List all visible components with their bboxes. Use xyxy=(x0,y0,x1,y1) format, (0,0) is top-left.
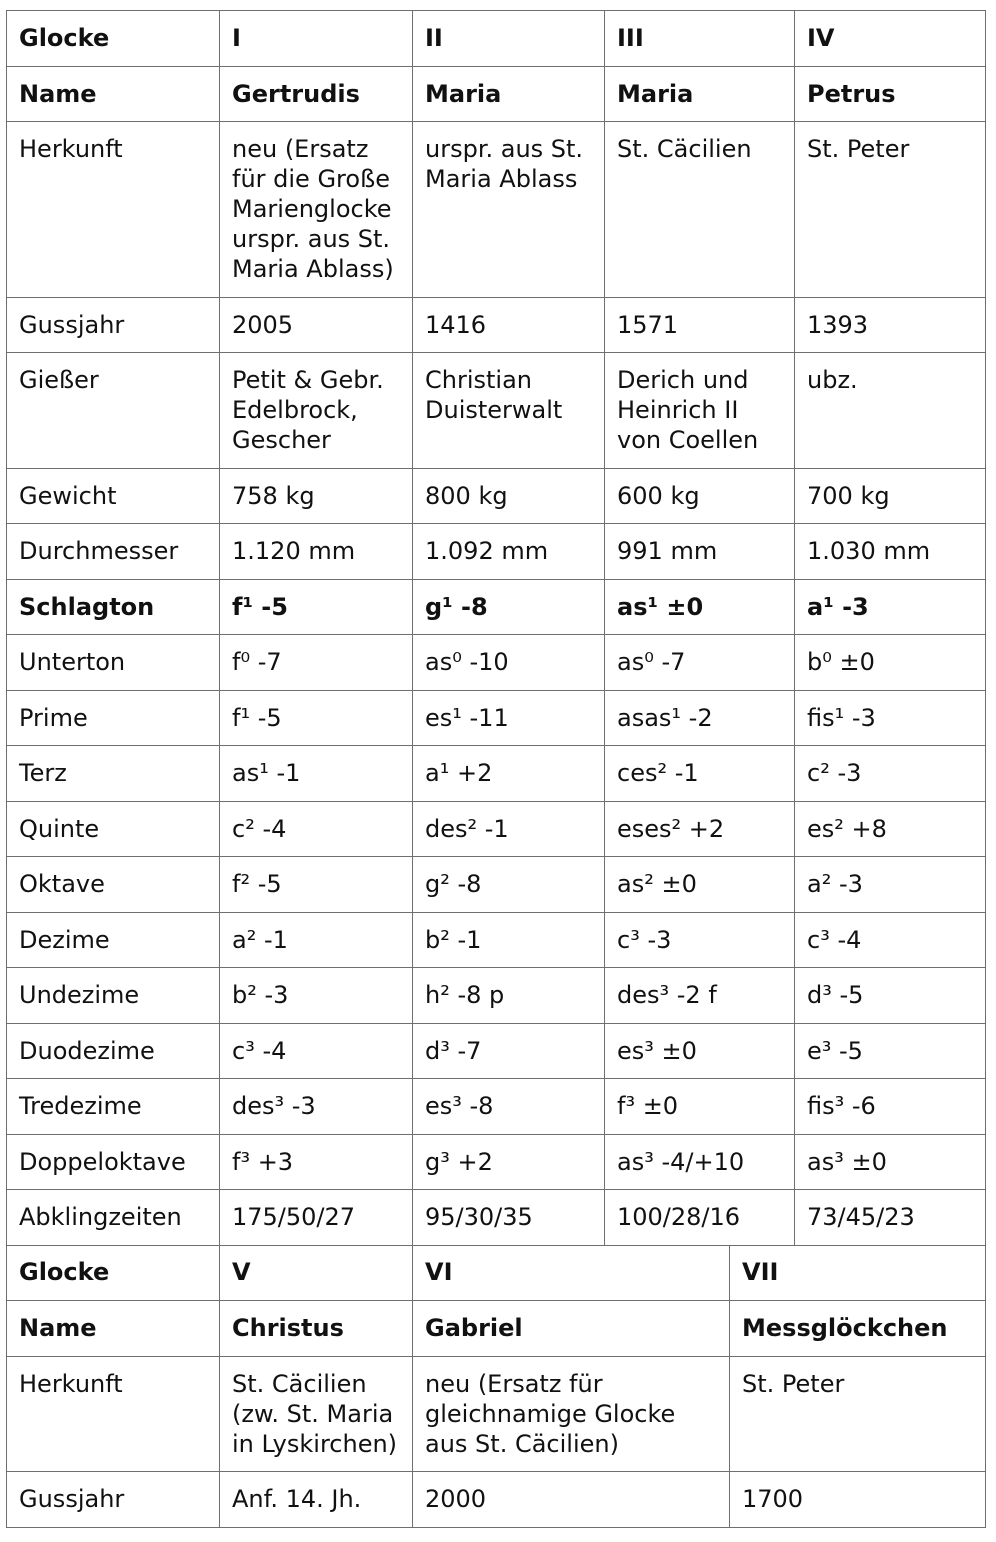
cell: f¹ -5 xyxy=(220,580,413,635)
table-row-durchmesser xyxy=(7,524,986,580)
row-header: Glocke xyxy=(7,11,220,67)
row-header: Tredezime xyxy=(7,1079,220,1135)
row-header: Dezime xyxy=(7,913,220,968)
cell: I xyxy=(220,11,413,67)
cell: neu (Ersatz für gleichnamige Glocke aus St. Cäcilien) xyxy=(413,1356,730,1471)
table-row-doppeloktave xyxy=(7,1135,986,1190)
table-row-tredezime xyxy=(7,1079,986,1135)
row-header: Schlagton xyxy=(7,580,220,635)
cell: des² -1 xyxy=(413,802,605,857)
cell: 1571 xyxy=(605,298,795,353)
cell: f³ +3 xyxy=(220,1135,413,1190)
cell: Christus xyxy=(220,1300,413,1356)
row-header: Prime xyxy=(7,691,220,746)
table-row-unterton xyxy=(7,635,986,691)
table-row-prime xyxy=(7,691,986,746)
row-header: Unterton xyxy=(7,635,220,691)
row-header: Name xyxy=(7,1300,220,1356)
cell: II xyxy=(413,11,605,67)
cell: h² -8 p xyxy=(413,968,605,1024)
cell: f⁰ -7 xyxy=(220,635,413,691)
cell: Maria xyxy=(605,67,795,122)
table-row-terz xyxy=(7,746,986,802)
cell: 2000 xyxy=(413,1471,730,1527)
cell: c³ -3 xyxy=(605,913,795,968)
cell: Maria xyxy=(413,67,605,122)
cell: d³ -5 xyxy=(795,968,986,1024)
row-header: Oktave xyxy=(7,857,220,913)
cell: e³ -5 xyxy=(795,1024,986,1079)
table-row-gewicht xyxy=(7,469,986,524)
row-header: Doppeloktave xyxy=(7,1135,220,1190)
cell: 1.092 mm xyxy=(413,524,605,580)
cell: fis¹ -3 xyxy=(795,691,986,746)
cell: c² -4 xyxy=(220,802,413,857)
cell: III xyxy=(605,11,795,67)
table-row-name xyxy=(7,1300,986,1356)
cell: a¹ -3 xyxy=(795,580,986,635)
cell: 991 mm xyxy=(605,524,795,580)
cell: c³ -4 xyxy=(795,913,986,968)
cell: b⁰ ±0 xyxy=(795,635,986,691)
cell: f¹ -5 xyxy=(220,691,413,746)
cell: asas¹ -2 xyxy=(605,691,795,746)
table-row-giesser xyxy=(7,353,986,469)
cell: des³ -3 xyxy=(220,1079,413,1135)
row-header: Abklingzeiten xyxy=(7,1190,220,1246)
cell: Anf. 14. Jh. xyxy=(220,1471,413,1527)
cell: as³ ±0 xyxy=(795,1135,986,1190)
cell: VII xyxy=(730,1245,986,1300)
cell: Messglöckchen xyxy=(730,1300,986,1356)
cell: es³ -8 xyxy=(413,1079,605,1135)
cell: 800 kg xyxy=(413,469,605,524)
row-header: Herkunft xyxy=(7,1356,220,1471)
cell: Petrus xyxy=(795,67,986,122)
row-header: Gussjahr xyxy=(7,298,220,353)
cell: d³ -7 xyxy=(413,1024,605,1079)
table-row-oktave xyxy=(7,857,986,913)
cell: g² -8 xyxy=(413,857,605,913)
row-header: Gießer xyxy=(7,353,220,469)
table-row-undezime xyxy=(7,968,986,1024)
cell: 1393 xyxy=(795,298,986,353)
cell: IV xyxy=(795,11,986,67)
cell: 1.120 mm xyxy=(220,524,413,580)
cell: g¹ -8 xyxy=(413,580,605,635)
cell: 95/30/35 xyxy=(413,1190,605,1246)
table-row-dezime xyxy=(7,913,986,968)
cell: 175/50/27 xyxy=(220,1190,413,1246)
cell: Petit & Gebr. Edelbrock, Gescher xyxy=(220,353,413,469)
cell: St. Cäcilien (zw. St. Maria in Lyskirchen) xyxy=(220,1356,413,1471)
cell: b² -1 xyxy=(413,913,605,968)
cell: as⁰ -7 xyxy=(605,635,795,691)
cell: 73/45/23 xyxy=(795,1190,986,1246)
cell: as¹ -1 xyxy=(220,746,413,802)
cell: f² -5 xyxy=(220,857,413,913)
cell: a² -1 xyxy=(220,913,413,968)
table-row-quinte xyxy=(7,802,986,857)
cell: 2005 xyxy=(220,298,413,353)
table-row-name xyxy=(7,67,986,122)
cell: 758 kg xyxy=(220,469,413,524)
cell: b² -3 xyxy=(220,968,413,1024)
row-header: Herkunft xyxy=(7,122,220,298)
table-row-glocke xyxy=(7,11,986,67)
cell: 1700 xyxy=(730,1471,986,1527)
cell: neu (Ersatz für die Große Marienglocke urspr. aus St. Maria Ablass) xyxy=(220,122,413,298)
cell: des³ -2 f xyxy=(605,968,795,1024)
table-row-gussjahr xyxy=(7,1471,986,1527)
cell: a¹ +2 xyxy=(413,746,605,802)
cell: eses² +2 xyxy=(605,802,795,857)
cell: Gertrudis xyxy=(220,67,413,122)
cell: ces² -1 xyxy=(605,746,795,802)
cell: es¹ -11 xyxy=(413,691,605,746)
table-row-duodezime xyxy=(7,1024,986,1079)
table-row-herkunft xyxy=(7,1356,986,1471)
row-header: Durchmesser xyxy=(7,524,220,580)
bell-table-1 xyxy=(6,10,986,1246)
cell: 100/28/16 xyxy=(605,1190,795,1246)
row-header: Gewicht xyxy=(7,469,220,524)
row-header: Gussjahr xyxy=(7,1471,220,1527)
cell: Christian Duisterwalt xyxy=(413,353,605,469)
row-header: Quinte xyxy=(7,802,220,857)
row-header: Terz xyxy=(7,746,220,802)
cell: 1416 xyxy=(413,298,605,353)
cell: Gabriel xyxy=(413,1300,730,1356)
table-row-herkunft xyxy=(7,122,986,298)
cell: as² ±0 xyxy=(605,857,795,913)
row-header: Name xyxy=(7,67,220,122)
cell: 600 kg xyxy=(605,469,795,524)
cell: as¹ ±0 xyxy=(605,580,795,635)
cell: es² +8 xyxy=(795,802,986,857)
table-row-gussjahr xyxy=(7,298,986,353)
cell: St. Cäcilien xyxy=(605,122,795,298)
row-header: Glocke xyxy=(7,1245,220,1300)
cell: St. Peter xyxy=(730,1356,986,1471)
cell: c² -3 xyxy=(795,746,986,802)
cell: es³ ±0 xyxy=(605,1024,795,1079)
table-row-schlagton xyxy=(7,580,986,635)
cell: fis³ -6 xyxy=(795,1079,986,1135)
cell: ubz. xyxy=(795,353,986,469)
row-header: Duodezime xyxy=(7,1024,220,1079)
bell-table-2 xyxy=(6,1245,986,1528)
row-header: Undezime xyxy=(7,968,220,1024)
cell: Derich und Heinrich II von Coellen xyxy=(605,353,795,469)
cell: g³ +2 xyxy=(413,1135,605,1190)
cell: as³ -4/+10 xyxy=(605,1135,795,1190)
cell: 700 kg xyxy=(795,469,986,524)
cell: c³ -4 xyxy=(220,1024,413,1079)
cell: urspr. aus St. Maria Ablass xyxy=(413,122,605,298)
table-row-glocke xyxy=(7,1245,986,1300)
cell: f³ ±0 xyxy=(605,1079,795,1135)
cell: 1.030 mm xyxy=(795,524,986,580)
cell: as⁰ -10 xyxy=(413,635,605,691)
cell: V xyxy=(220,1245,413,1300)
cell: St. Peter xyxy=(795,122,986,298)
cell: VI xyxy=(413,1245,730,1300)
cell: a² -3 xyxy=(795,857,986,913)
table-row-abklingzeiten xyxy=(7,1190,986,1246)
